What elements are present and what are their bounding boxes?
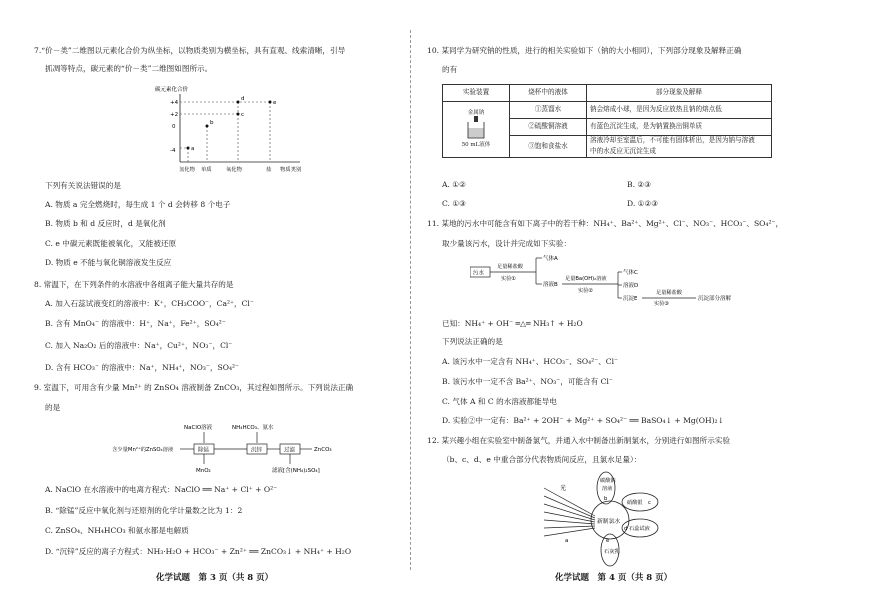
q12-stem-line2: （b、c、d、e 中重合部分代表物质间反应，且氯水足量）： — [442, 455, 642, 464]
q9-option-b: B. “除锰”反应中氧化剂与还原剂的化学计量数之比为 1：2 — [45, 506, 243, 515]
q9-stem-line1: 9. 室温下，可用含有少量 Mn²⁺ 的 ZnSO₄ 溶液制备 ZnCO₃，其过程如图所示。下列说法正确 — [34, 383, 354, 392]
q12-label-e: e — [606, 538, 610, 544]
q11-precipE: 沉淀E — [623, 296, 638, 302]
q11-known: 已知：NH₄⁺ + OH⁻ ═△═ NH₃↑ + H₂O — [442, 319, 583, 328]
q7-point-label: b — [210, 120, 214, 126]
q7-point-c — [237, 113, 240, 116]
q7-option-c: C. e 中碳元素既能被氧化，又能被还原 — [45, 239, 177, 248]
q11-stem-line2: 取少量该污水，设计并完成如下实验： — [442, 239, 572, 248]
q9-out1: MnO₂ — [196, 468, 211, 474]
q12-label-c: c — [648, 500, 651, 506]
table-header: 实验装置 — [443, 85, 510, 102]
q12-e-text: 石灰乳 — [604, 549, 620, 555]
q7-option-a: A. 物质 a 完全燃烧时，每生成 1 个 d 会转移 8 个电子 — [45, 200, 231, 209]
q12-b-text: 溶液 — [602, 486, 613, 492]
q7-chart-ylabel: 碳元素化合价 — [155, 87, 189, 93]
page-footer: 化学试题 第 4 页（共 8 页） — [555, 573, 673, 583]
q7-xtick: 盐 — [266, 167, 272, 173]
q7-ytick: -4 — [170, 148, 176, 154]
q11-step1-bot: 实验① — [501, 276, 517, 282]
q9-flow-diagram — [112, 420, 382, 482]
q9-box3-label: 过滤 — [284, 447, 296, 454]
q11-option-a: A. 该污水中一定含有 NH₄⁺、HCO₃⁻、SO₄²⁻、Cl⁻ — [442, 357, 619, 366]
q9-option-a: A. NaClO 在水溶液中的电离方程式：NaClO ══ Na⁺ + Cl⁺ + O²⁻ — [45, 485, 278, 494]
q11-sol: 溶液B — [543, 282, 558, 288]
q8-option-b: B. 含有 MnO₄⁻ 的溶液中：H⁺，Na⁺，Fe²⁺，SO₄²⁻ — [45, 319, 226, 328]
q7-point-d — [237, 101, 240, 104]
q11-stem-line1: 11. 某地的污水中可能含有如下离子中的若干种：NH₄⁺、Ba²⁺、Mg²⁺、Cl⁻、NO₃⁻、HCO₃⁻、SO₄²⁻， — [427, 219, 784, 228]
q8-option-a: A. 加入石蕊试液变红的溶液中：K⁺，CH₃COO⁻，Ca²⁺，Cl⁻ — [45, 299, 254, 308]
q10-stem-line1: 10. 某同学为研究钠的性质，进行的相关实验如下（钠的大小相同），下列部分现象及解释正确 — [427, 46, 742, 55]
q7-option-d: D. 物质 e 不能与氧化铜溶液发生反应 — [45, 258, 172, 267]
table-cell — [587, 136, 772, 158]
q12-center-label: 新制氯水 — [597, 519, 621, 525]
q11-step3-top: 足量稀盐酸 — [656, 290, 682, 296]
q8-option-d: D. 含有 HCO₃⁻ 的溶液中：Na⁺，NH₄⁺，NO₃⁻，SO₄²⁻ — [45, 363, 240, 372]
q7-point-label: c — [241, 112, 245, 118]
q7-point-e — [269, 101, 272, 104]
q9-stem-line2: 的是 — [45, 403, 61, 412]
q8-option-c: C. 加入 Na₂O₂ 后的溶液中：Na⁺，Cu²⁺，NO₃⁻，Cl⁻ — [45, 341, 233, 350]
q7-xtick: 氧化物 — [226, 167, 242, 173]
q7-point-label: e — [273, 100, 277, 106]
q7-ytick: +4 — [170, 100, 179, 106]
table-cell: ①蒸馏水 — [510, 102, 587, 119]
q7-point-b — [206, 125, 209, 128]
q11-prompt: 下列说法正确的是 — [442, 337, 503, 346]
q11-option-c: C. 气体 A 和 C 的水溶液都能导电 — [442, 397, 557, 406]
table-header: 部分现象及解释 — [587, 85, 772, 102]
q12-light-label: 光 — [560, 485, 567, 492]
q11-flow-diagram — [470, 254, 790, 306]
q9-option-d: D. “沉锌”反应的离子方程式：NH₃·H₂O + HCO₃⁻ + Zn²⁺ ══ ZnCO₃↓ + NH₄⁺ + H₂O — [45, 547, 352, 556]
q11-gasA: 气体A — [543, 256, 558, 262]
q7-option-b: B. 物质 b 和 d 反应时，d 是氧化剂 — [45, 219, 166, 228]
table-cell: ②硫酸铜溶液 — [510, 119, 587, 136]
q7-xtick: 单质 — [201, 167, 212, 173]
q11-start-label: 污水 — [473, 270, 485, 277]
q10-device-bottom: 50 mL液体 — [461, 142, 491, 149]
q7-point-a — [187, 147, 190, 150]
q9-start: 含少量Mn²⁺的ZnSO₄溶液 — [112, 447, 174, 453]
q11-step3-bot: 实验③ — [654, 301, 670, 306]
q12-label-d: d — [624, 526, 628, 532]
q7-ytick: 0 — [172, 124, 176, 130]
q11-gasC: 气体C — [623, 270, 638, 276]
table-cell: ③饱和食盐水 — [510, 136, 587, 158]
q12-c-text: 硝酸银 — [627, 500, 643, 506]
q12-reaction-diagram — [540, 470, 690, 568]
q12-label-a: a — [565, 538, 569, 544]
q11-result: 沉淀部分溶解 — [698, 296, 732, 302]
page-footer: 化学试题 第 3 页（共 8 页） — [156, 573, 274, 583]
q7-point-label: a — [191, 146, 195, 152]
q9-option-c: C. ZnSO₄、NH₄HCO₃ 和氨水都是电解质 — [45, 526, 189, 535]
q9-reagent2: NH₄HCO₃、氨水 — [232, 425, 274, 431]
q7-stem-line1: 7.“价－类”二维图以元素化合价为纵坐标，以物质类别为横坐标，具有直观、线索清晰，引导 — [34, 46, 346, 55]
q11-step1-top: 足量稀盐酸 — [497, 264, 523, 270]
table-cell-line: 溶液冷却至室温后，不可能有固体析出，是因为钠与溶液 — [590, 136, 755, 144]
q10-experiment-table — [442, 84, 772, 158]
q11-step2-bot: 实验② — [578, 288, 594, 294]
table-header: 烧杯中的液体 — [510, 85, 587, 102]
q9-product: ZnCO₃ — [314, 447, 332, 453]
q12-b-text: 碳酸钠 — [600, 478, 616, 484]
q12-stem-line1: 12. 某兴趣小组在实验室中制备氯气，并通入水中制备出新制氯水，分别进行如图所示实验 — [427, 436, 731, 445]
q9-box1-label: 除锰 — [198, 447, 210, 454]
q11-option-d: D. 实验②中一定有：Ba²⁺ + 2OH⁻ + Mg²⁺ + SO₄²⁻ ══ BaSO₄↓ + Mg(OH)₂↓ — [442, 416, 724, 425]
q9-box2-label: 沉锌 — [251, 447, 263, 454]
q10-option-d: D. ①②③ — [627, 199, 659, 208]
q7-ytick: +2 — [170, 112, 179, 118]
q10-device-top: 金属钠 — [467, 110, 485, 117]
q12-d-text: 石蕊试液 — [629, 526, 650, 532]
table-cell: 有蓝色沉淀生成，是为钠置换出铜单质 — [587, 119, 772, 136]
q11-step2-top: 足量Ba(OH)₂溶液 — [565, 276, 607, 282]
q11-option-b: B. 该污水中一定不含 Ba²⁺、NO₃⁻，可能含有 Cl⁻ — [442, 377, 613, 386]
q7-xtick: 氢化物 — [179, 167, 195, 173]
q10-option-a: A. ①② — [442, 180, 466, 189]
q10-stem-line2: 的有 — [442, 65, 458, 74]
q12-label-b: b — [604, 496, 608, 502]
q7-prompt: 下列有关说法错误的是 — [45, 181, 121, 190]
q7-point-label: d — [241, 96, 245, 102]
q7-xtick: 物质类别 — [280, 167, 302, 173]
q10-apparatus-cell — [443, 102, 510, 158]
q10-option-c: C. ①③ — [442, 199, 466, 208]
beaker-icon — [465, 116, 487, 140]
q7-stem-line2: 抓凋等特点，碳元素的“价－类”二维图如图所示。 — [45, 64, 213, 73]
q10-option-b: B. ②③ — [627, 180, 652, 189]
q9-out2: 滤液[含(NH₄)₂SO₄] — [272, 468, 320, 474]
q11-solD: 溶液D — [623, 283, 639, 289]
table-cell-line: 中的水反应无沉淀生成 — [590, 147, 656, 156]
table-cell: 钠会熔成小球，是因为反应放热且钠的熔点低 — [587, 102, 772, 119]
q9-reagent1: NaClO溶液 — [184, 425, 213, 431]
q7-valence-chart — [150, 82, 320, 174]
page-divider — [410, 30, 412, 570]
q8-stem: 8. 常温下，在下列条件的水溶液中各组离子能大量共存的是 — [34, 280, 234, 289]
